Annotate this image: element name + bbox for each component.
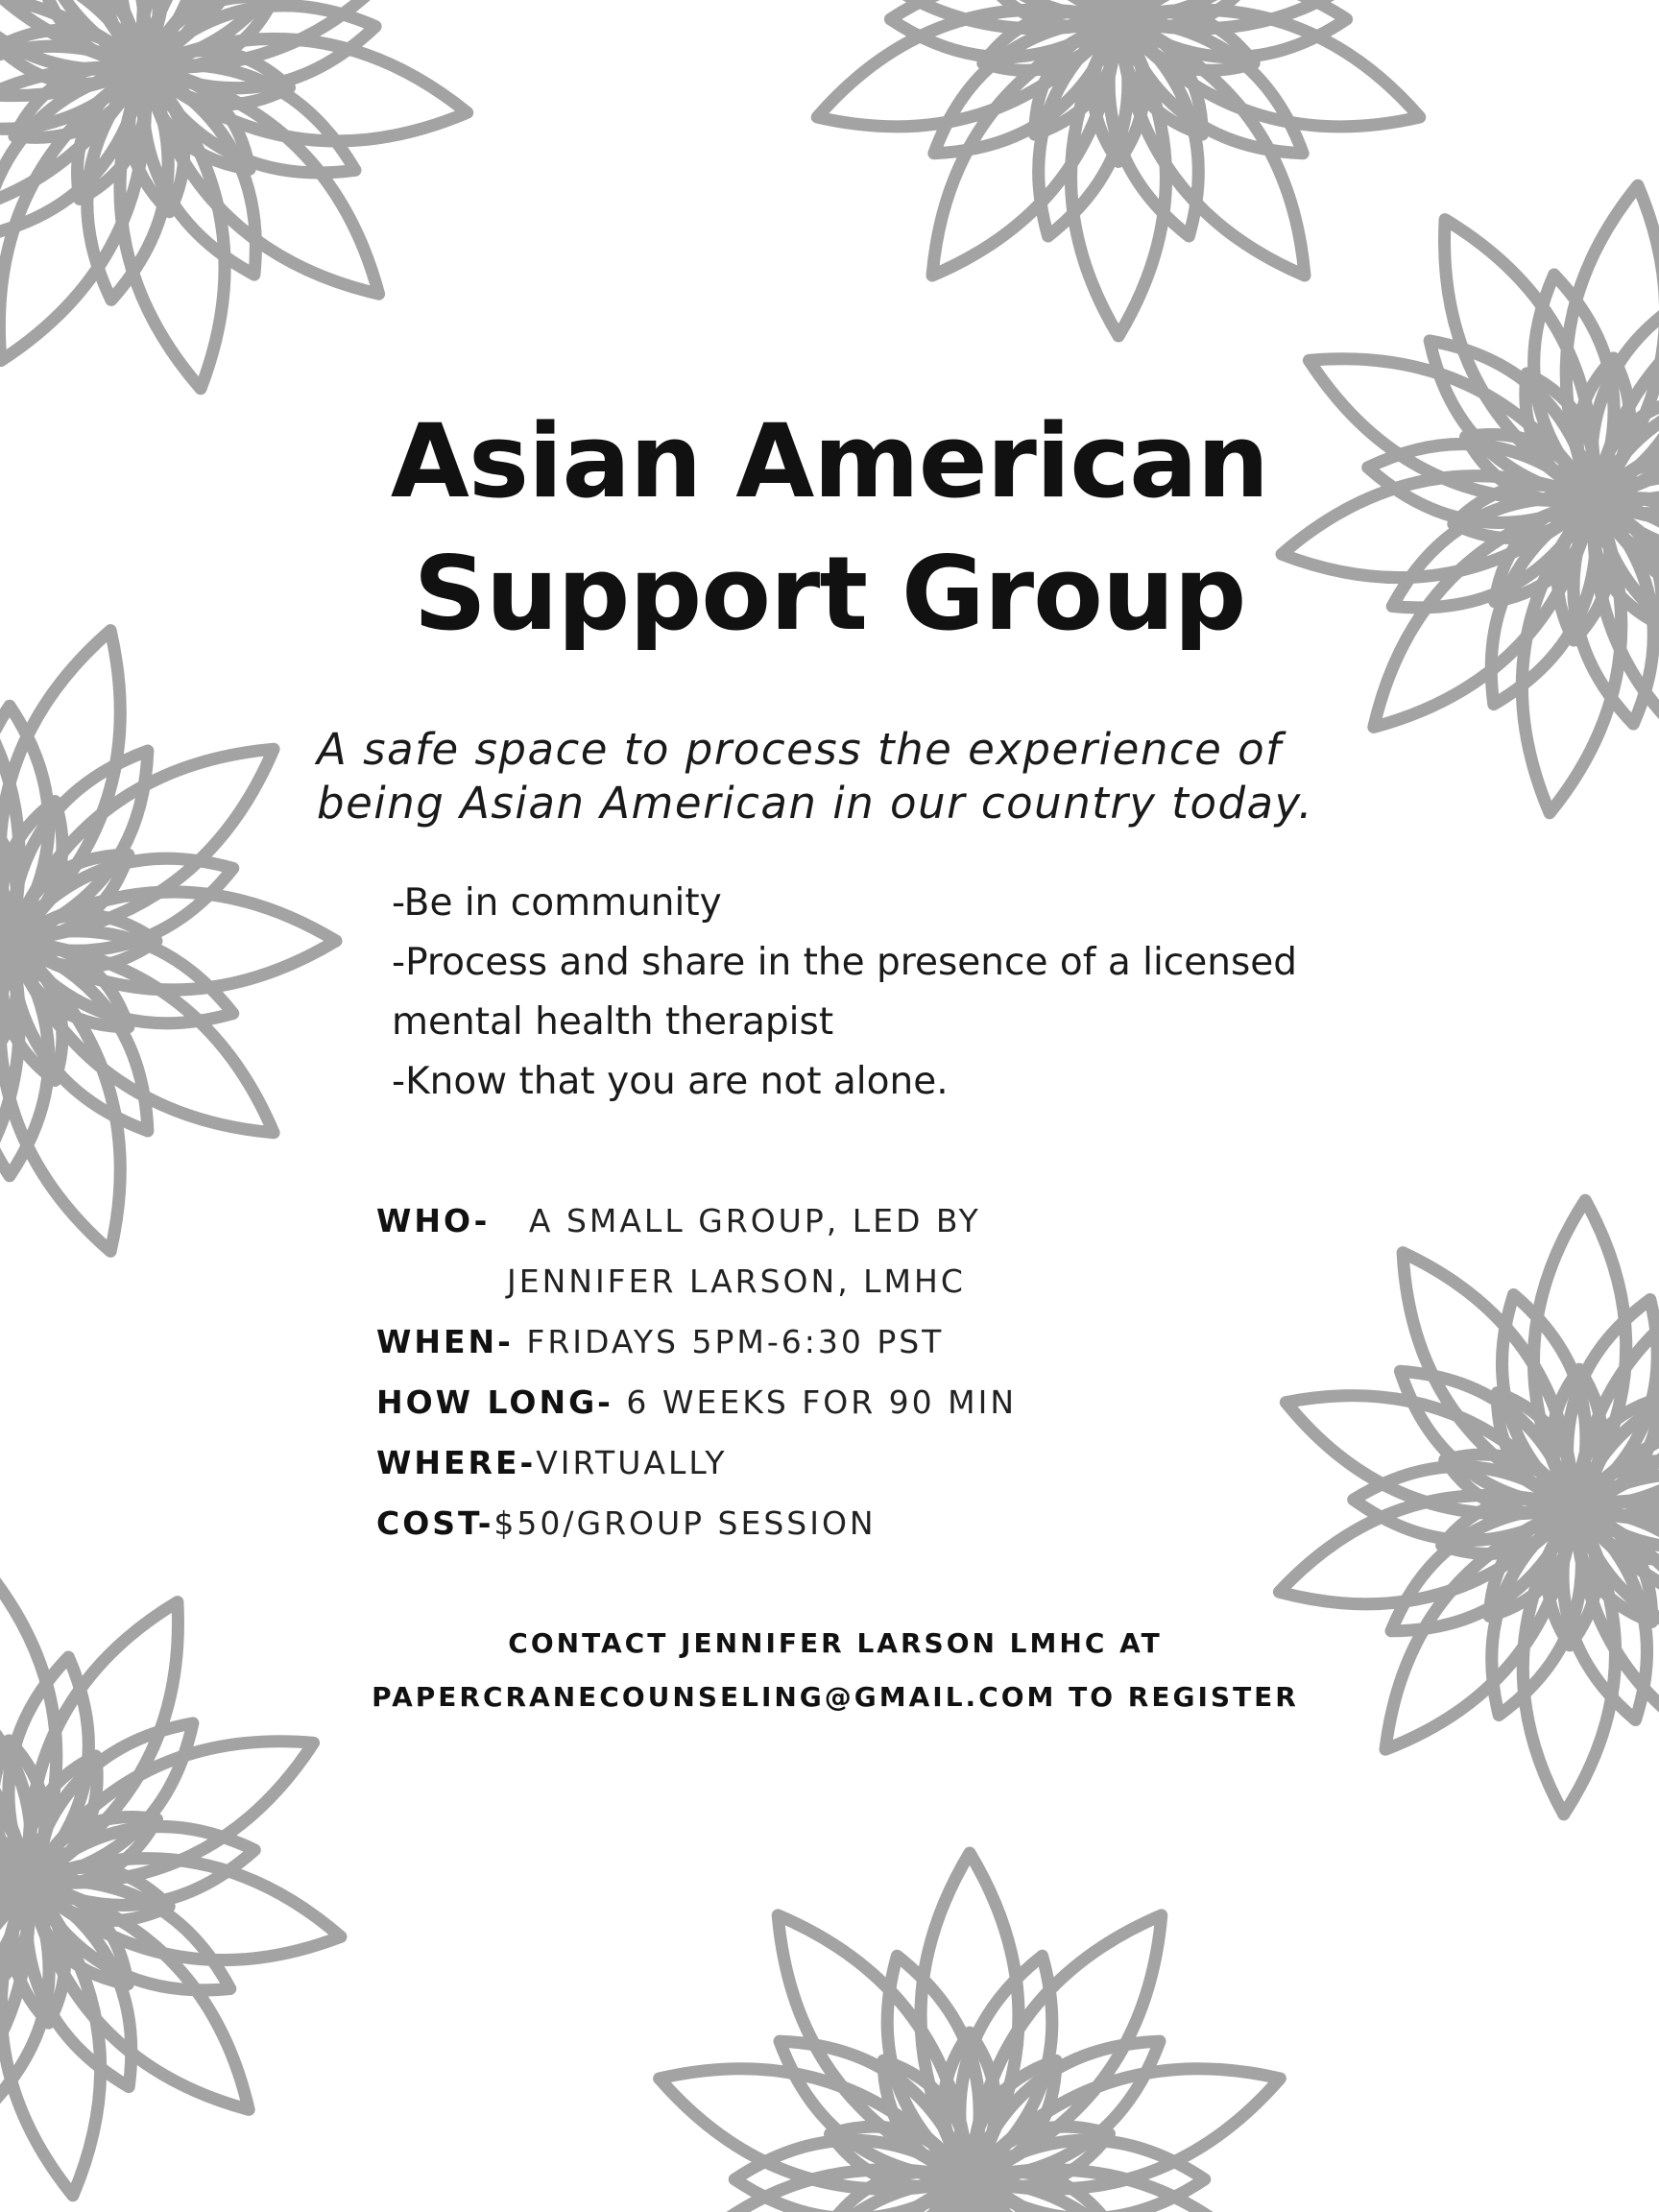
detail-who-key: WHO- (376, 1202, 491, 1239)
detail-who-continuation (376, 1251, 1336, 1311)
detail-where-key: WHERE- (376, 1444, 537, 1481)
bullet-item: -Be in community (392, 881, 722, 925)
detail-when-key: WHEN- (376, 1323, 514, 1360)
title-line-2: Support Group (413, 535, 1246, 653)
contact-line-1: CONTACT JENNIFER LARSON LMHC AT (508, 1627, 1163, 1659)
bullet-item: -Process and share in the presence of a licensed (392, 941, 1298, 984)
detail-cost-key: COST- (376, 1504, 494, 1542)
contact-info (326, 1617, 1344, 1724)
detail-how-long (376, 1372, 1336, 1432)
tagline-line-2: being Asian American in our country today. (317, 778, 1314, 829)
detail-cost (376, 1493, 1336, 1553)
event-details (376, 1190, 1336, 1553)
detail-how-long-value: 6 WEEKS FOR 90 MIN (626, 1383, 1018, 1421)
bullet-item: -Know that you are not alone. (392, 1060, 949, 1103)
contact-email-line: PAPERCRANECOUNSELING@GMAIL.COM TO REGISTER (372, 1681, 1299, 1713)
detail-where-value: VIRTUALLY (536, 1444, 728, 1481)
detail-who-value-line-2: JENNIFER LARSON, LMHC (507, 1262, 966, 1300)
detail-cost-value: $50/GROUP SESSION (493, 1504, 877, 1542)
detail-when-value: FRIDAYS 5PM-6:30 PST (526, 1323, 945, 1360)
title-line-1: Asian American (390, 402, 1269, 520)
bullet-list (392, 874, 1352, 1112)
detail-when (376, 1311, 1336, 1372)
detail-who-value: A SMALL GROUP, LED BY (528, 1202, 981, 1239)
detail-how-long-key: HOW LONG- (376, 1383, 613, 1421)
bullet-item-continuation: mental health therapist (392, 1000, 834, 1044)
tagline-line-1: A safe space to process the experience of (317, 724, 1283, 775)
detail-where (376, 1432, 1336, 1493)
detail-who (376, 1190, 1336, 1251)
